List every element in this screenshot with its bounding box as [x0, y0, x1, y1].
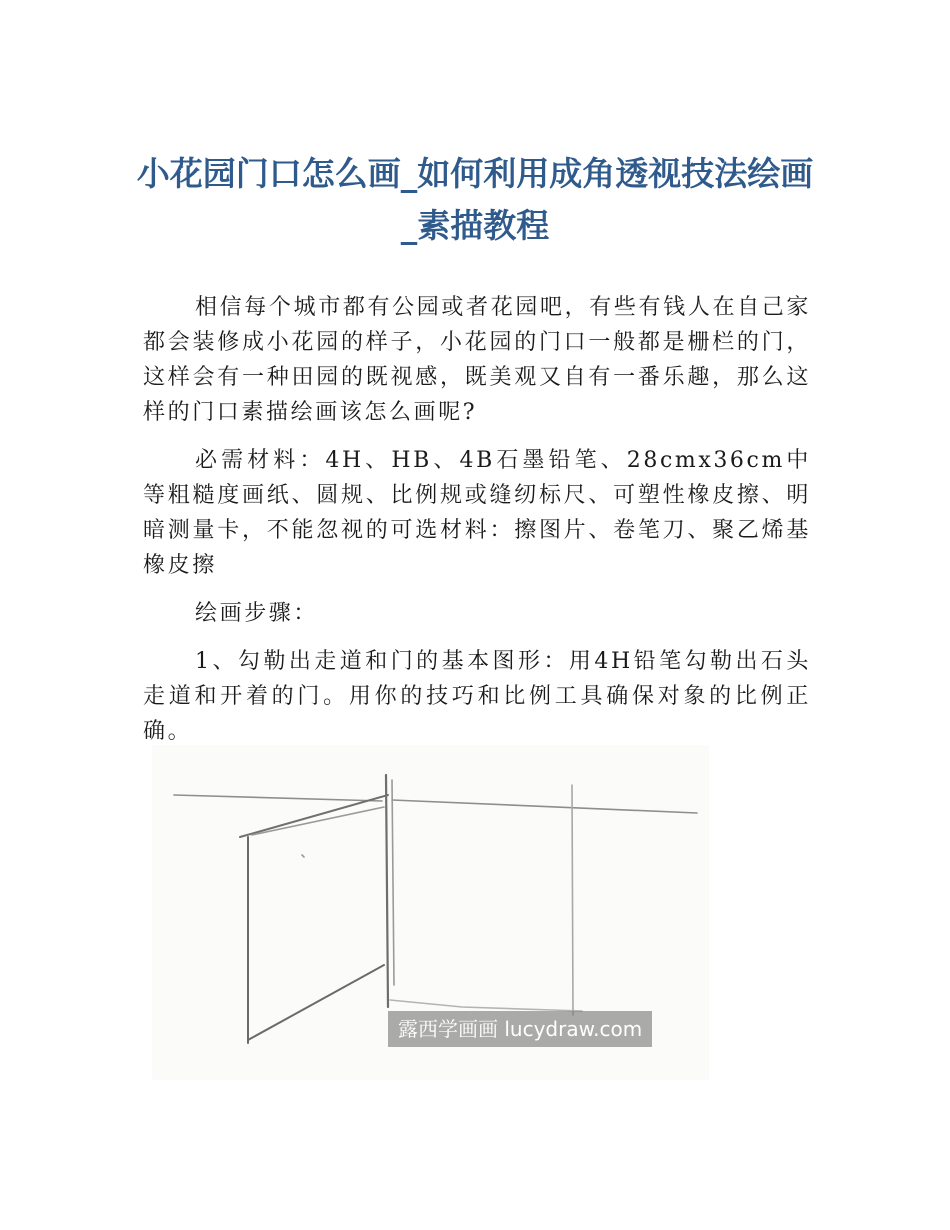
article-body	[143, 290, 811, 762]
materials-paragraph: 必需材料：4H、HB、4B石墨铅笔、28cmx36cm中等粗糙度画纸、圆规、比例规或缝纫标尺、可塑性橡皮擦、明暗测量卡，不能忽视的可选材料：擦图片、卷笔刀、聚乙烯基橡皮擦	[143, 448, 811, 578]
watermark-label: 露西学画画 lucydraw.com	[388, 1011, 652, 1047]
step-1-paragraph: 1、勾勒出走道和门的基本图形：用4H铅笔勾勒出石头走道和开着的门。用你的技巧和比例工具确保对象的比例正确。	[143, 649, 811, 744]
sketch-line-gate-top	[240, 795, 388, 837]
sketch-line-post-back	[572, 785, 573, 1015]
pencil-sketch-figure	[152, 745, 709, 1080]
intro-paragraph: 相信每个城市都有公园或者花园吧，有些有钱人在自己家都会装修成小花园的样子，小花园的门口一般都是栅栏的门，这样会有一种田园的既视感，既美观又自有一番乐趣，那么这样的门口素描绘画该怎么画呢?	[143, 295, 811, 425]
sketch-line-gate-inner	[252, 807, 384, 835]
steps-heading: 绘画步骤：	[195, 601, 319, 626]
sketch-line-horizon-right	[392, 800, 697, 813]
sketch-line-horizon-left	[174, 795, 382, 801]
sketch-line-bottom	[390, 1000, 582, 1011]
sketch-line-gate-bottom	[248, 965, 384, 1040]
sketch-mark	[302, 855, 304, 857]
sketch-line-post-front-2	[392, 780, 394, 985]
sketch-line-post-front	[386, 775, 388, 1007]
page-title: 小花园门口怎么画_如何利用成角透视技法绘画_素描教程	[136, 154, 814, 245]
